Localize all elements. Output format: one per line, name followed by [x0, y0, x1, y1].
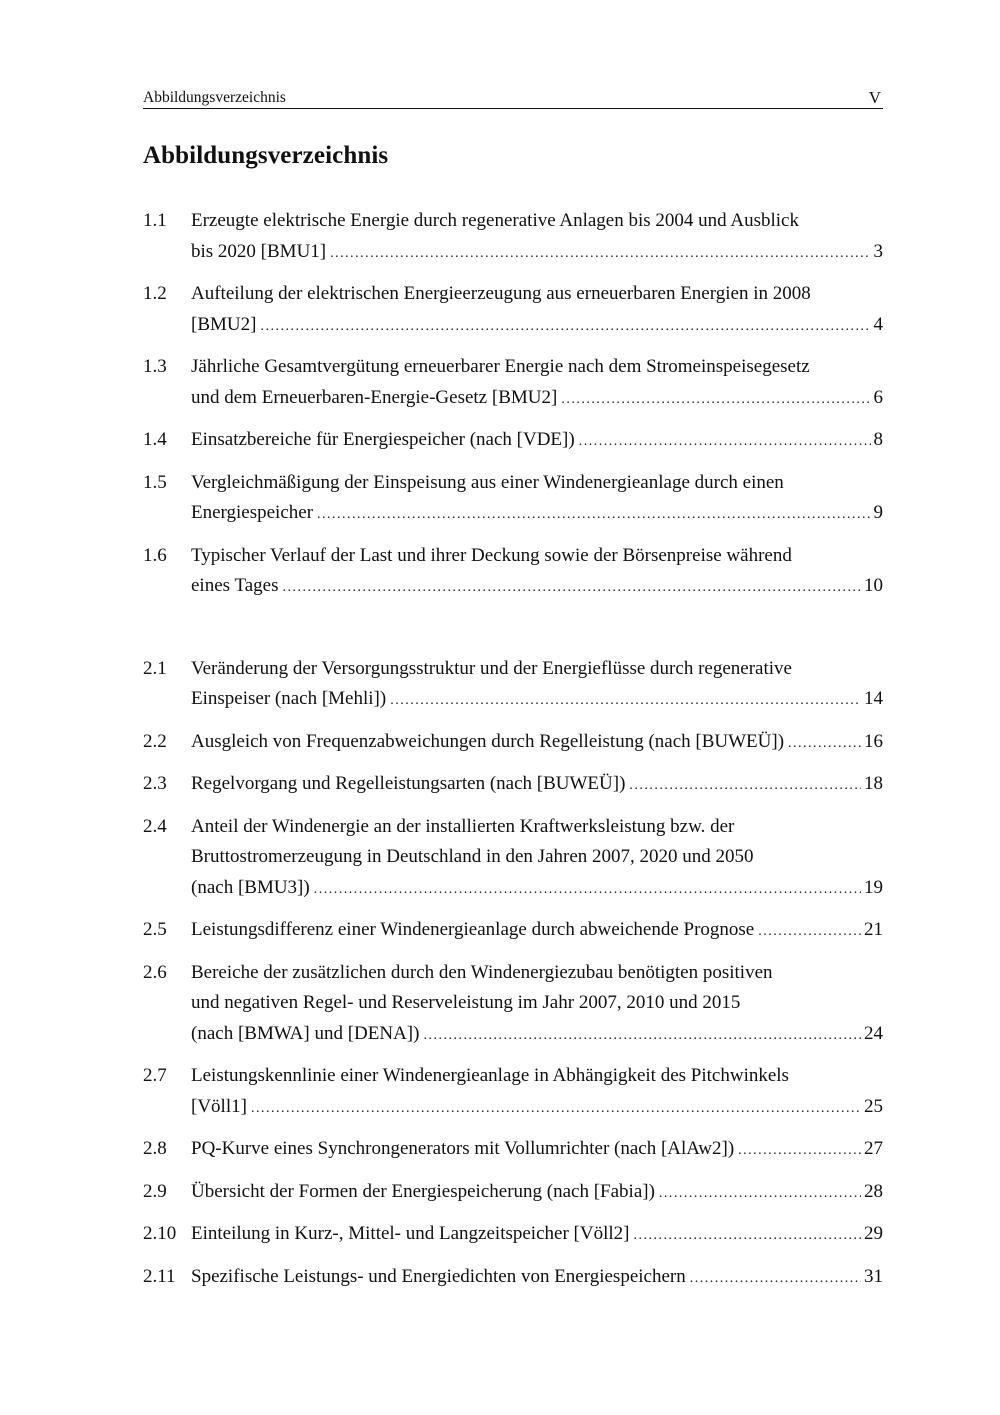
figure-caption-last-line	[191, 1219, 883, 1252]
figure-caption-line: Aufteilung der elektrischen Energieerzeugung aus erneuerbaren Energien in 2008	[191, 283, 811, 304]
dot-leader	[330, 239, 870, 270]
figure-number: 2.9	[143, 1180, 167, 1202]
figure-caption-text: bis 2020 [BMU1]	[191, 240, 327, 262]
page-number: V	[868, 88, 881, 107]
figure-page-number: 18	[864, 773, 883, 794]
toc-entry[interactable]	[143, 654, 883, 717]
figure-caption-last-line	[191, 237, 883, 270]
dot-leader	[283, 573, 862, 604]
figure-caption-line: Jährliche Gesamtvergütung erneuerbarer Energie nach dem Stromeinspeisegesetz	[191, 356, 810, 377]
figure-caption-text: Regelvorgang und Regelleistungsarten (nach [BUWEÜ])	[191, 773, 626, 794]
figure-caption-text: Einspeiser (nach [Mehli])	[191, 688, 387, 709]
figure-number: 2.4	[143, 815, 167, 837]
figure-page-number: 21	[864, 919, 883, 940]
figure-caption-last-line	[191, 1019, 883, 1052]
toc-group	[143, 206, 883, 604]
figure-page-number: 27	[864, 1138, 883, 1159]
figure-caption-line: Veränderung der Versorgungsstruktur und der Energieflüsse durch regenerative	[191, 657, 792, 679]
figure-page-number: 6	[873, 386, 883, 408]
figure-number: 1.3	[143, 356, 167, 377]
figure-page-number: 9	[873, 502, 883, 523]
figure-number: 1.2	[143, 283, 167, 304]
list-of-figures	[143, 206, 883, 1304]
figure-number: 2.3	[143, 773, 167, 794]
figure-caption-last-line	[191, 571, 883, 604]
figure-number: 1.6	[143, 544, 167, 566]
running-header	[143, 86, 883, 109]
dot-leader	[314, 875, 861, 906]
figure-page-number: 31	[864, 1265, 883, 1287]
dot-leader	[390, 686, 861, 717]
toc-entry[interactable]	[143, 769, 883, 802]
toc-entry[interactable]	[143, 352, 883, 415]
figure-caption-last-line	[191, 769, 883, 802]
dot-leader	[423, 1021, 861, 1052]
figure-caption-line: Typischer Verlauf der Last und ihrer Deckung sowie der Börsenpreise während	[191, 544, 792, 566]
figure-caption-text: eines Tages	[191, 575, 279, 596]
dot-leader	[758, 917, 861, 948]
figure-caption-last-line	[191, 727, 883, 760]
figure-page-number: 14	[864, 688, 883, 709]
figure-number: 2.6	[143, 961, 167, 983]
figure-number: 2.10	[143, 1223, 177, 1244]
figure-number: 2.1	[143, 657, 167, 679]
figure-caption-line: Anteil der Windenergie an der installierten Kraftwerksleistung bzw. der	[191, 815, 735, 837]
figure-page-number: 8	[873, 429, 883, 450]
toc-entry[interactable]	[143, 812, 883, 906]
figure-page-number: 4	[873, 313, 883, 335]
figure-page-number: 3	[873, 240, 883, 262]
toc-entry[interactable]	[143, 206, 883, 269]
toc-entry[interactable]	[143, 958, 883, 1052]
dot-leader	[633, 1221, 861, 1252]
dot-leader	[579, 427, 871, 458]
figure-caption-text: und dem Erneuerbaren-Energie-Gesetz [BMU2]	[191, 386, 558, 408]
figure-caption-text: Spezifische Leistungs- und Energiedichten von Energiespeichern	[191, 1265, 686, 1287]
toc-entry[interactable]	[143, 541, 883, 604]
figure-number: 2.7	[143, 1065, 167, 1086]
page-title: Abbildungsverzeichnis	[143, 142, 389, 169]
figure-caption-last-line	[191, 684, 883, 717]
figure-page-number: 28	[864, 1180, 883, 1202]
figure-caption-text: Leistungsdifferenz einer Windenergieanlage durch abweichende Prognose	[191, 919, 755, 940]
dot-leader	[659, 1179, 861, 1210]
dot-leader	[251, 1094, 861, 1125]
toc-entry[interactable]	[143, 727, 883, 760]
figure-caption-last-line	[191, 1262, 883, 1295]
figure-caption-last-line	[191, 498, 883, 531]
running-title: Abbildungsverzeichnis	[143, 89, 286, 106]
figure-number: 2.5	[143, 919, 167, 940]
figure-number: 1.1	[143, 210, 167, 231]
figure-number: 2.2	[143, 730, 167, 752]
figure-caption-line: Leistungskennlinie einer Windenergieanlage in Abhängigkeit des Pitchwinkels	[191, 1065, 789, 1086]
dot-leader	[561, 385, 870, 416]
figure-caption-text: Energiespeicher	[191, 502, 314, 523]
figure-page-number: 24	[864, 1022, 883, 1044]
figure-number: 2.8	[143, 1138, 167, 1159]
figure-caption-text: PQ-Kurve eines Synchrongenerators mit Vollumrichter (nach [AlAw2])	[191, 1138, 735, 1159]
figure-caption-line: Vergleichmäßigung der Einspeisung aus einer Windenergieanlage durch einen	[191, 471, 784, 493]
figure-caption-text: (nach [BMWA] und [DENA])	[191, 1022, 420, 1044]
toc-entry[interactable]	[143, 425, 883, 458]
figure-caption-last-line	[191, 873, 883, 906]
dot-leader	[629, 771, 861, 802]
figure-caption-line: Bereiche der zusätzlichen durch den Windenergiezubau benötigten positiven	[191, 961, 773, 983]
figure-caption-line: und negativen Regel- und Reserveleistung im Jahr 2007, 2010 und 2015	[191, 992, 741, 1013]
dot-leader	[260, 312, 870, 343]
figure-number: 1.4	[143, 429, 167, 450]
figure-caption-last-line	[191, 915, 883, 948]
toc-entry[interactable]	[143, 1134, 883, 1167]
figure-page-number: 29	[864, 1223, 883, 1244]
figure-number: 1.5	[143, 471, 167, 493]
figure-caption-line: Bruttostromerzeugung in Deutschland in den Jahren 2007, 2020 und 2050	[191, 846, 754, 867]
figure-caption-last-line	[191, 425, 883, 458]
figure-caption-last-line	[191, 383, 883, 416]
figure-caption-text: [BMU2]	[191, 313, 257, 335]
toc-group	[143, 654, 883, 1295]
figure-caption-text: Übersicht der Formen der Energiespeicherung (nach [Fabia])	[191, 1180, 655, 1202]
figure-caption-text: (nach [BMU3])	[191, 876, 310, 898]
toc-entry[interactable]	[143, 468, 883, 531]
figure-page-number: 25	[864, 1095, 883, 1117]
figure-caption-last-line	[191, 1134, 883, 1167]
toc-entry[interactable]	[143, 915, 883, 948]
toc-entry[interactable]	[143, 1262, 883, 1295]
figure-caption-text: Einteilung in Kurz-, Mittel- und Langzeitspeicher [Völl2]	[191, 1223, 630, 1244]
figure-caption-last-line	[191, 1092, 883, 1125]
figure-caption-text: [Völl1]	[191, 1095, 247, 1117]
figure-page-number: 19	[864, 876, 883, 898]
toc-entry[interactable]	[143, 279, 883, 342]
figure-caption-last-line	[191, 1177, 883, 1210]
dot-leader	[788, 729, 861, 760]
dot-leader	[690, 1264, 861, 1295]
toc-entry[interactable]	[143, 1219, 883, 1252]
toc-entry[interactable]	[143, 1061, 883, 1124]
figure-caption-text: Einsatzbereiche für Energiespeicher (nach [VDE])	[191, 429, 575, 450]
figure-caption-line: Erzeugte elektrische Energie durch regenerative Anlagen bis 2004 und Ausblick	[191, 210, 799, 231]
toc-entry[interactable]	[143, 1177, 883, 1210]
figure-caption-last-line	[191, 310, 883, 343]
figure-page-number: 10	[864, 575, 883, 596]
figure-caption-text: Ausgleich von Frequenzabweichungen durch Regelleistung (nach [BUWEÜ])	[191, 730, 785, 752]
dot-leader	[317, 500, 870, 531]
figure-number: 2.11	[143, 1265, 176, 1287]
figure-page-number: 16	[864, 730, 883, 752]
dot-leader	[738, 1136, 861, 1167]
